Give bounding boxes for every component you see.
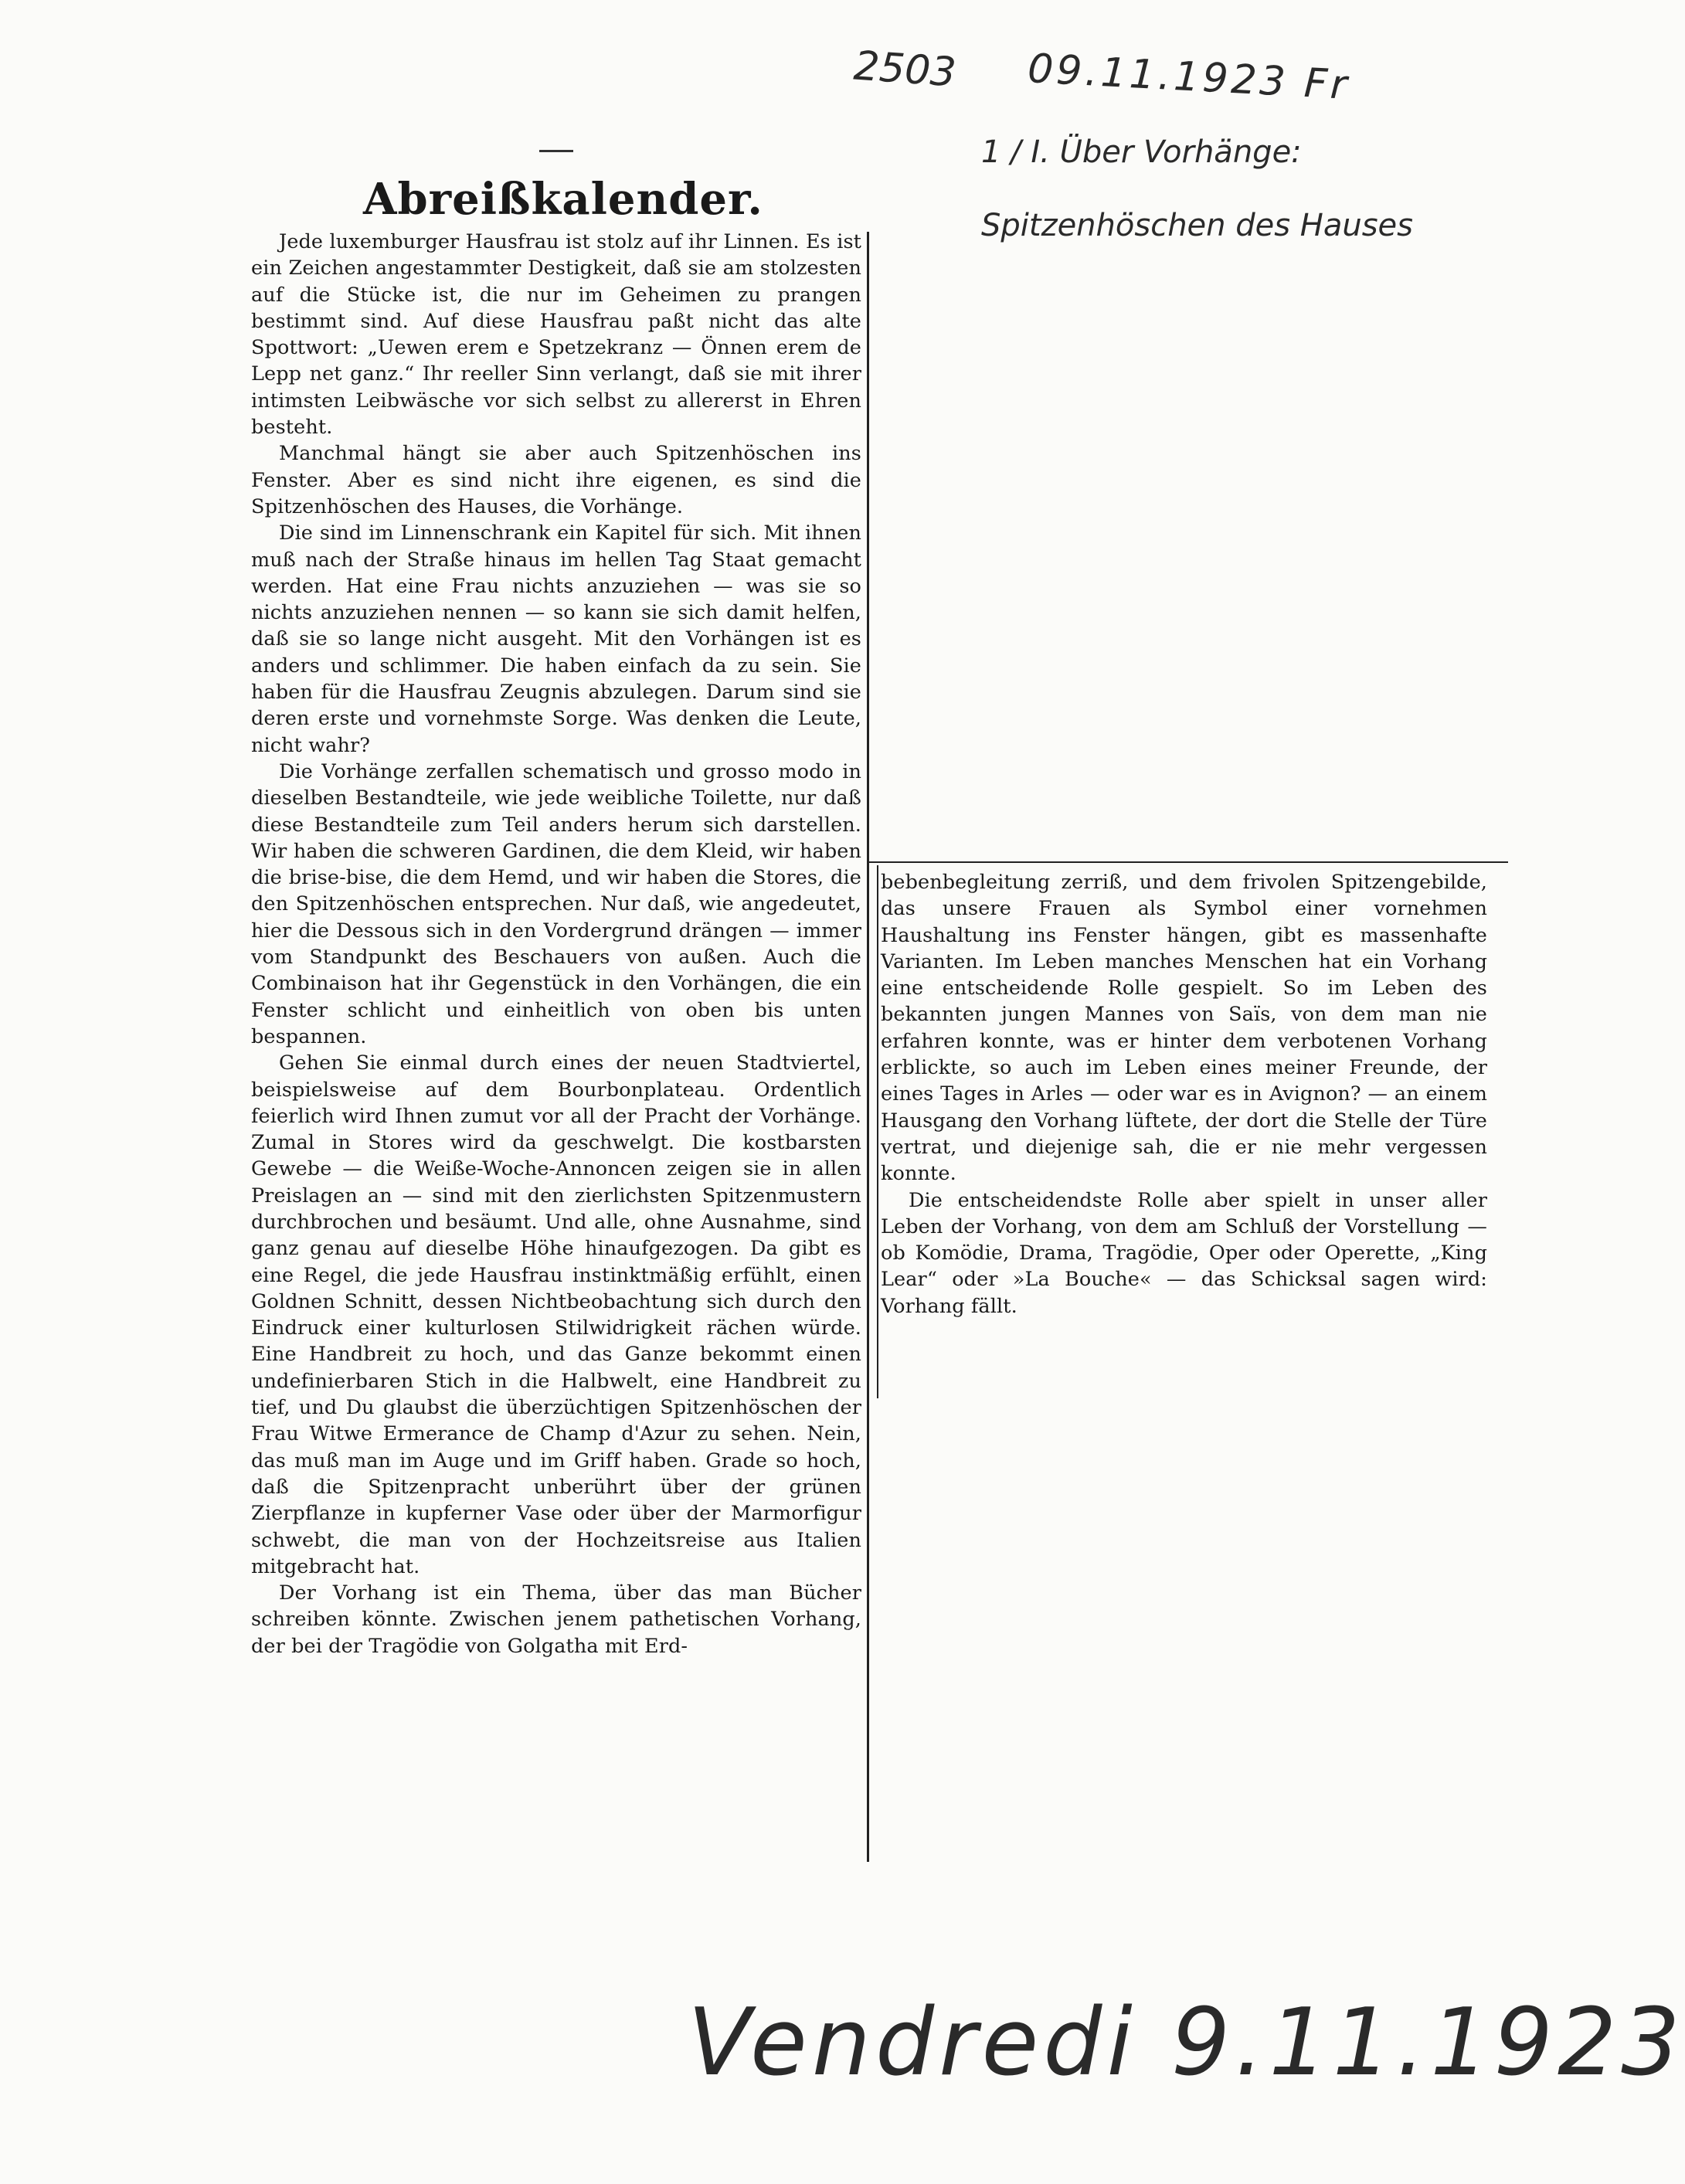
paragraph: Manchmal hängt sie aber auch Spitzenhöschen ins Fenster. Aber es sind nicht ihre eigenen, es sind die Spitzenhöschen des Hauses, die Vorhänge. — [251, 442, 861, 518]
paragraph: Jede luxemburger Hausfrau ist stolz auf ihr Linnen. Es ist ein Zeichen angestammter Destigkeit, daß sie am stolzesten auf die Stücke ist, die nur im Geheimen zu prangen bestimmt sind. Auf diese Hausfrau paßt nicht das alte Spottwort: „Uewen erem e Spetzekranz — Önnen erem de Lepp net ganz.“ Ihr reeller Sinn verlangt, daß sie mit ihrer intimsten Leibwäsche vor sich selbst zu allererst in Ehren besteht. — [251, 230, 861, 440]
marginal-note: 1 / I. Über Vorhänge: Spitzenhöschen des Hauses — [981, 134, 1414, 243]
article-column-left — [251, 229, 861, 1659]
column-top-rule — [867, 861, 1508, 863]
column-rule — [867, 232, 869, 1862]
archive-number: 2503 — [852, 42, 958, 97]
paragraph: Die entscheidendste Rolle aber spielt in unser aller Leben der Vorhang, von dem am Schluß der Vorstellung — ob Komödie, Drama, Tragödie, Oper oder Operette, „King Lear“ oder »La Bouche« — das Schicksal sagen wird: Vorhang fällt. — [881, 1188, 1487, 1318]
paragraph: bebenbegleitung zerriß, und dem frivolen Spitzengebilde, das unsere Frauen als Symbol einer vornehmen Haushaltung ins Fenster hängen, gibt es massenhafte Varianten. Im Leben manches Menschen hat ein Vorhang eine entscheidende Rolle gespielt. So im Leben des bekannten jungen Mannes von Saïs, von dem man nie erfahren konnte, was er hinter dem verbotenen Vorhang erblickte, so auch im Leben eines meiner Freunde, der eines Tages in Arles — oder war es in Avignon? — an einem Hausgang den Vorhang lüftete, der dort die Stelle der Türe vertrat, und diejenige sah, die er nie mehr vergessen konnte. — [881, 871, 1487, 1186]
paragraph: Die Vorhänge zerfallen schematisch und grosso modo in dieselben Bestandteile, wie jede weibliche Toilette, nur daß diese Bestandteile zum Teil anders herum sich darstellen. Wir haben die schweren Gardinen, die dem Kleid, wir haben die brise-bise, die dem Hemd, und wir haben die Stores, die den Spitzenhöschen entsprechen. Nur daß, wie angedeutet, hier die Dessous sich in den Vordergrund drängen — immer vom Standpunkt des Beschauers von außen. Auch die Combinaison hat ihr Gegenstück in den Vorhängen, die ein Fenster schlicht und einheitlich von oben bis unten bespannen. — [251, 759, 861, 1048]
paragraph: Der Vorhang ist ein Thema, über das man Bücher schreiben könnte. Zwischen jenem pathetischen Vorhang, der bei der Tragödie von Golgatha mit Erd- — [251, 1581, 861, 1658]
title-dash — [539, 150, 573, 152]
column-rule-right — [877, 865, 878, 1398]
handwritten-date: 09.11.1923 Fr — [1026, 46, 1351, 109]
article-title: Abreißkalender. — [363, 174, 763, 225]
bottom-handwritten-date: Vendredi 9.11.1923 — [688, 1989, 1685, 2097]
paragraph: Gehen Sie einmal durch eines der neuen Stadtviertel, beispielsweise auf dem Bourbonplateau. Ordentlich feierlich wird Ihnen zumut vor all der Pracht der Vorhänge. Zumal in Stores wird da geschwelgt. Die kostbarsten Gewebe — die Weiße-Woche-Annoncen zeigen sie in allen Preislagen an — sind mit den zierlichsten Spitzenmustern durchbrochen und besäumt. Und alle, ohne Ausnahme, sind ganz genau auf dieselbe Höhe hinaufgezogen. Da gibt es eine Regel, die jede Hausfrau instinktmäßig erfühlt, einen Goldnen Schnitt, dessen Nichtbeobachtung sich durch den Eindruck einer kulturlosen Stilwidrigkeit rächen würde. Eine Handbreit zu hoch, und das Ganze bekommt einen undefinierbaren Stich in die Halbwelt, eine Handbreit zu tief, und Du glaubst die überzüchtigen Spitzenhöschen der Frau Witwe Ermerance de Champ d'Azur zu sehen. Nein, das muß man im Auge und im Griff haben. Grade so hoch, daß die Spitzenpracht unberührt über der grünen Zierpflanze in kupferner Vase oder über der Marmorfigur schwebt, die man von der Hochzeitsreise aus Italien mitgebracht hat. — [251, 1051, 861, 1578]
paragraph: Die sind im Linnenschrank ein Kapitel für sich. Mit ihnen muß nach der Straße hinaus im hellen Tag Staat gemacht werden. Hat eine Frau nichts anzuziehen — was sie so nichts anzuziehen nennen — so kann sie sich damit helfen, daß sie so lange nicht ausgeht. Mit den Vorhängen ist es anders und schlimmer. Die haben einfach da zu sein. Sie haben für die Hausfrau Zeugnis abzulegen. Darum sind sie deren erste und vornehmste Sorge. Was denken die Leute, nicht wahr? — [251, 521, 861, 757]
article-column-right — [881, 869, 1487, 1320]
